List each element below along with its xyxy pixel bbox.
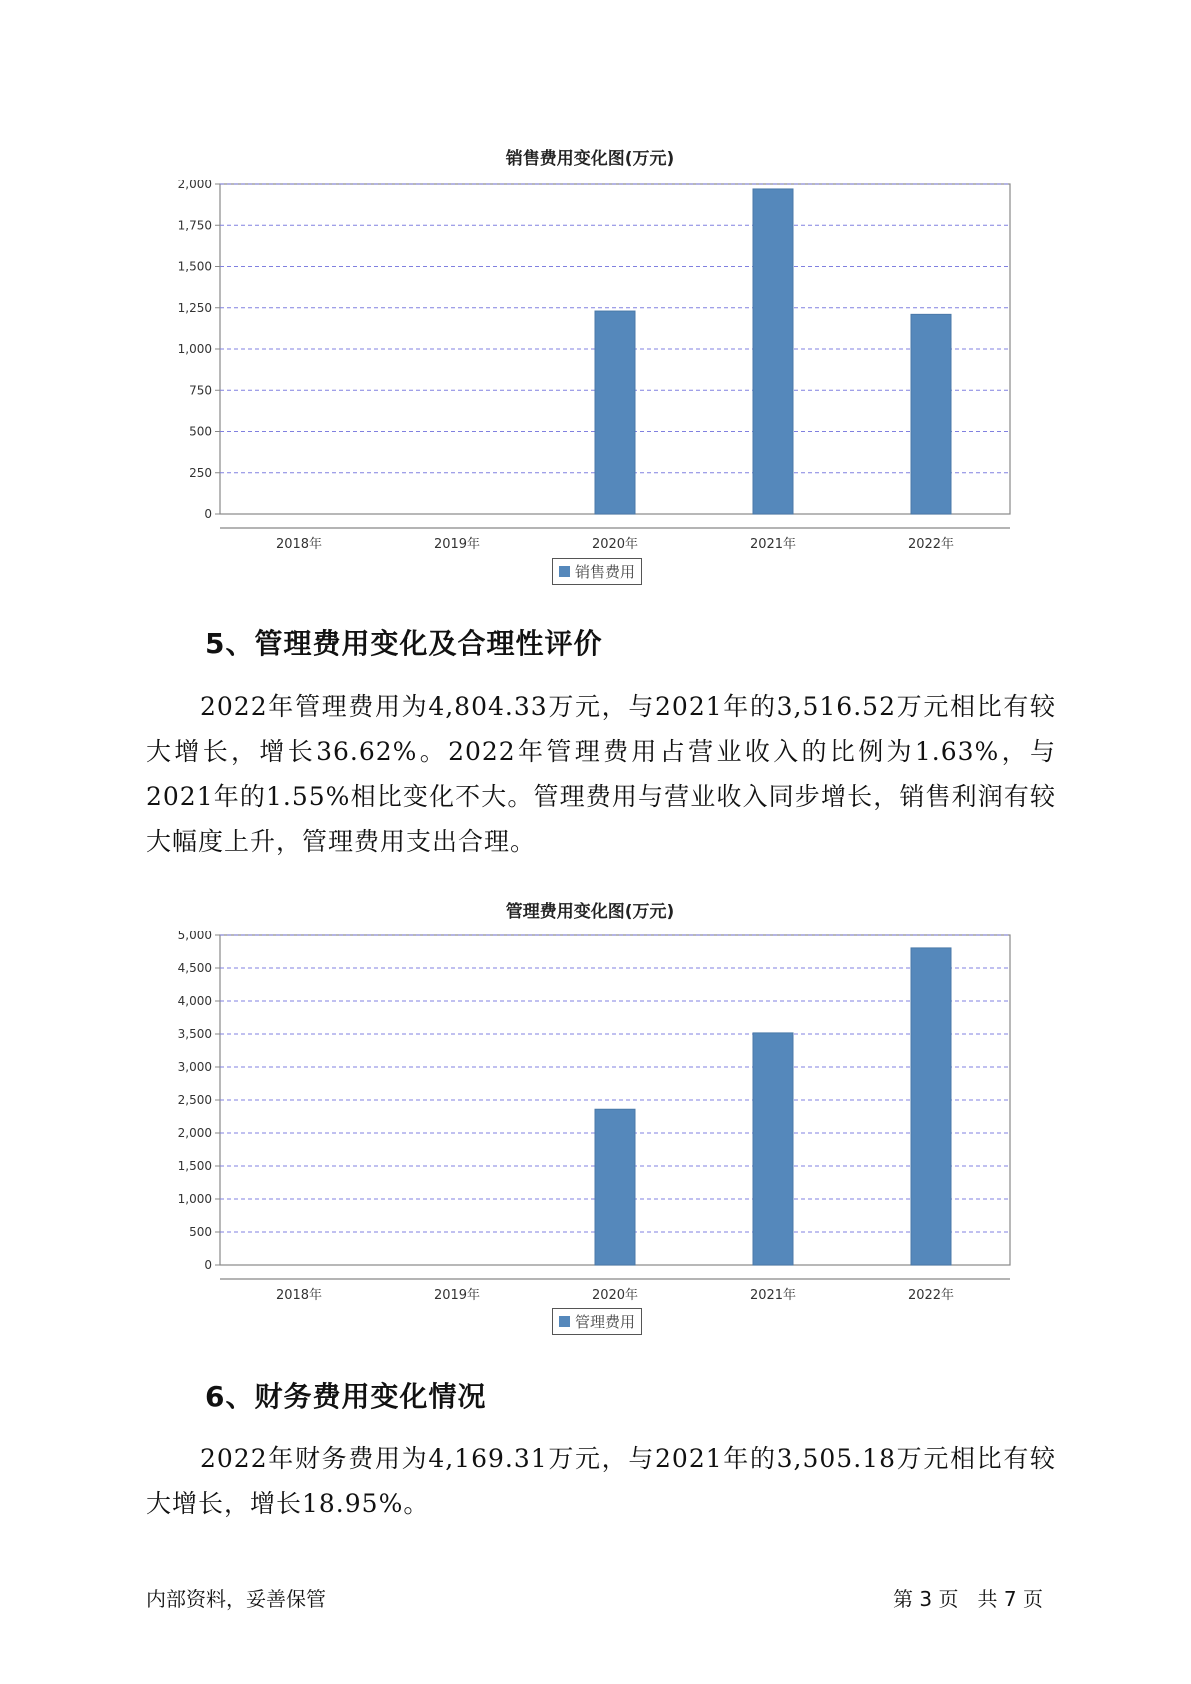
x-tick-label: 2020年 (591, 1288, 639, 1303)
bar-2021年 (753, 1033, 793, 1265)
x-tick-label: 2021年 (749, 1288, 797, 1303)
legend-swatch (559, 566, 570, 577)
y-tick-label: 500 (189, 1225, 212, 1239)
x-tick-label: 2022年 (907, 1288, 955, 1303)
y-tick-label: 2,500 (177, 1093, 212, 1107)
bar-2022年 (911, 314, 951, 514)
bar-2020年 (595, 1109, 635, 1265)
y-tick-label: 500 (189, 424, 212, 439)
y-tick-label: 1,750 (177, 218, 212, 233)
chart-legend (552, 558, 642, 585)
y-tick-label: 3,000 (177, 1060, 212, 1074)
footer-left: 内部资料，妥善保管 (146, 1587, 326, 1611)
section-5-paragraph: 2022年管理费用为4,804.33万元，与2021年的3,516.52万元相比有较大增长，增长36.62%。2022年管理费用占营业收入的比例为1.63%，与2021年的1.55%相比变化不大。管理费用与营业收入同步增长，销售利润有较大幅度上升，管理费用支出合理。 (146, 692, 1056, 856)
chart-title: 管理费用变化图(万元) (505, 902, 675, 922)
sales-expense-chart (150, 140, 1030, 590)
chart-legend (552, 1308, 642, 1335)
chart-title: 销售费用变化图(万元) (505, 149, 675, 169)
y-tick-label: 2,000 (177, 1126, 212, 1140)
y-tick-label: 1,000 (177, 342, 212, 356)
y-tick-label: 2,000 (177, 180, 212, 191)
x-tick-label: 2021年 (749, 537, 797, 552)
bar-2020年 (595, 311, 635, 514)
y-tick-label: 0 (204, 507, 212, 521)
bar-2022年 (911, 948, 951, 1265)
y-tick-label: 250 (189, 465, 212, 480)
y-tick-label: 750 (189, 383, 212, 398)
x-tick-label: 2018年 (275, 537, 323, 552)
y-tick-label: 3,500 (177, 1027, 212, 1041)
x-tick-label: 2020年 (591, 537, 639, 552)
y-tick-label: 5,000 (177, 931, 212, 942)
admin-expense-chart (150, 893, 1030, 1343)
x-tick-label: 2019年 (433, 1288, 481, 1303)
y-tick-label: 1,250 (177, 300, 212, 315)
section-6-paragraph: 2022年财务费用为4,169.31万元，与2021年的3,505.18万元相比有较大增长，增长18.95%。 (146, 1444, 1056, 1518)
x-tick-label: 2022年 (907, 537, 955, 552)
y-tick-label: 4,000 (177, 994, 212, 1008)
y-tick-label: 4,500 (177, 961, 212, 975)
bar-2021年 (753, 189, 793, 514)
section-6-heading: 6、财务费用变化情况 (205, 1380, 487, 1413)
legend-swatch (559, 1316, 570, 1327)
footer-right: 第 3 页 共 7 页 (893, 1587, 1043, 1611)
chart-plot (150, 180, 1030, 580)
y-tick-label: 1,000 (177, 1192, 212, 1206)
x-tick-label: 2019年 (433, 537, 481, 552)
section-5-heading: 5、管理费用变化及合理性评价 (205, 627, 603, 660)
legend-label: 管理费用 (575, 1313, 636, 1331)
y-tick-label: 1,500 (177, 1159, 212, 1173)
y-tick-label: 0 (204, 1258, 212, 1272)
x-tick-label: 2018年 (275, 1288, 323, 1303)
legend-label: 销售费用 (575, 563, 636, 581)
chart-plot (150, 931, 1030, 1331)
y-tick-label: 1,500 (177, 259, 212, 274)
